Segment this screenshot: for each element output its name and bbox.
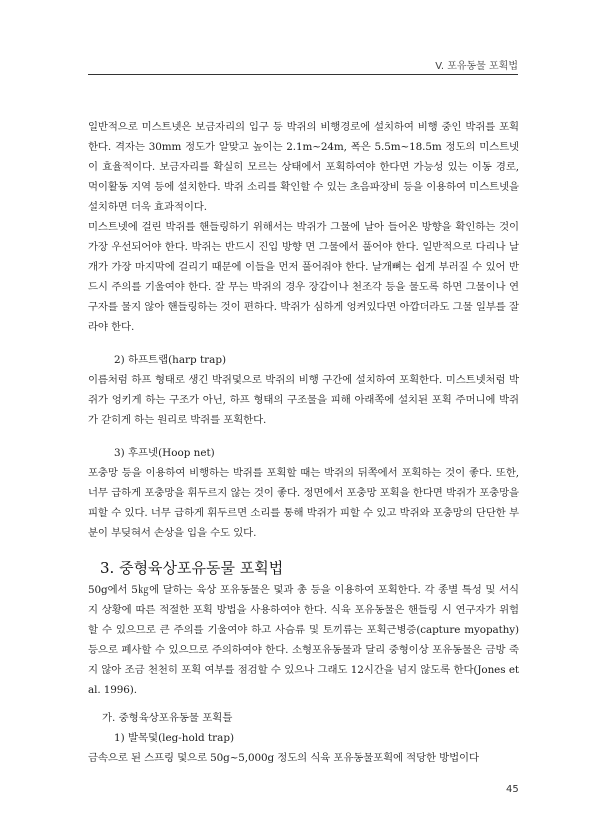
header-rule [88, 74, 518, 75]
hoop-net-paragraph: 포충망 등을 이용하여 비행하는 박쥐를 포획할 때는 박쥐의 뒤쪽에서 포획하는 것이 좋다. 또한, 너무 급하게 포충망을 휘두르지 않는 것이 좋다. 정면에서 포충망 포획을 한다면 박쥐가 포충망을 피할 수 있다. 너무 급하게 휘두르면 소리를 통해 박쥐가 피할 수 있고 박쥐와 포충망의 단단한 부분이 부딪혀서 손상을 입을 수도 있다. [88, 467, 519, 539]
harp-trap-paragraph: 이름처럼 하프 형태로 생긴 박쥐덫으로 박쥐의 비행 구간에 설치하여 포획한다. 미스트넷처럼 박쥐가 엉키게 하는 구조가 아닌, 하프 형태의 구조물을 피해 아래쪽에 설치된 포획 주머니에 박쥐가 갇히게 하는 원리로 박쥐를 포획한다. [88, 374, 519, 426]
subsection-ga-heading: 가. 중형육상포유동물 포획틀 [102, 712, 233, 724]
harp-trap-heading: 2) 하프트랩(harp trap) [114, 354, 227, 366]
hoop-net-heading: 3) 후프넷(Hoop net) [114, 447, 215, 459]
leg-hold-trap-paragraph: 금속으로 된 스프링 덫으로 50g~5,000g 정도의 식육 포유동물포획에 적당한 방법이다 [88, 752, 479, 764]
page-body [88, 117, 519, 768]
mistnet-paragraph-2: 미스트넷에 걸린 박쥐를 핸들링하기 위해서는 박쥐가 그물에 날아 들어온 방향을 확인하는 것이 가장 우선되어야 한다. 박쥐는 반드시 진입 방향 면 그물에서 풀어야 한다. 일반적으로 다리나 날개가 가장 마지막에 걸리기 때문에 이들을 먼저 풀어줘야 한다. 날개뼈는 쉽게 부러질 수 있어 반드시 주의를 기울여야 한다. 잘 무는 박쥐의 경우 장갑이나 천조각 등을 물도록 하면 그물이나 연구자를 물지 않아 핸들링하는 것이 편하다. 박쥐가 심하게 엉켜있다면 아깝더라도 그물 일부를 잘라야 한다. [88, 221, 519, 333]
leg-hold-trap-heading: 1) 발목덫(leg-hold trap) [114, 732, 235, 744]
section-3-paragraph: 50g에서 5㎏에 달하는 육상 포유동물은 덫과 총 등을 이용하여 포획한다. 각 종별 특성 및 서식지 상황에 따른 적절한 포획 방법을 사용하여야 한다. 식육 포유동물은 핸들링 시 연구자가 위험할 수 있으므로 큰 주의를 기울여야 하고 사슴류 및 토끼류는 포획근병증(capture myopathy) 등으로 폐사할 수 있으므로 주의하여야 한다. 소형포유동물과 달리 중형이상 포유동물은 금방 죽지 않아 조금 천천히 포획 여부를 점검할 수 있으나 그래도 12시간을 넘지 않도록 한다(Jones et al. 1996). [88, 584, 519, 696]
running-header: V. 포유동물 포획법 [435, 61, 518, 72]
page-number: 45 [506, 784, 519, 795]
section-3-title: 3. 중형육상포유동물 포획법 [100, 559, 284, 577]
mistnet-paragraph-1: 일반적으로 미스트넷은 보금자리의 입구 등 박쥐의 비행경로에 설치하여 비행 중인 박쥐를 포획한다. 격자는 30mm 정도가 알맞고 높이는 2.1m~24m, 폭은 5.5m~18.5m 정도의 미스트넷이 효율적이다. 보금자리를 확실히 모르는 상태에서 포획하여야 한다면 가능성 있는 이동 경로, 먹이활동 지역 등에 설치한다. 박쥐 소리를 확인할 수 있는 초음파장비 등을 이용하여 미스트넷을 설치하면 더욱 효과적이다. [88, 121, 519, 213]
